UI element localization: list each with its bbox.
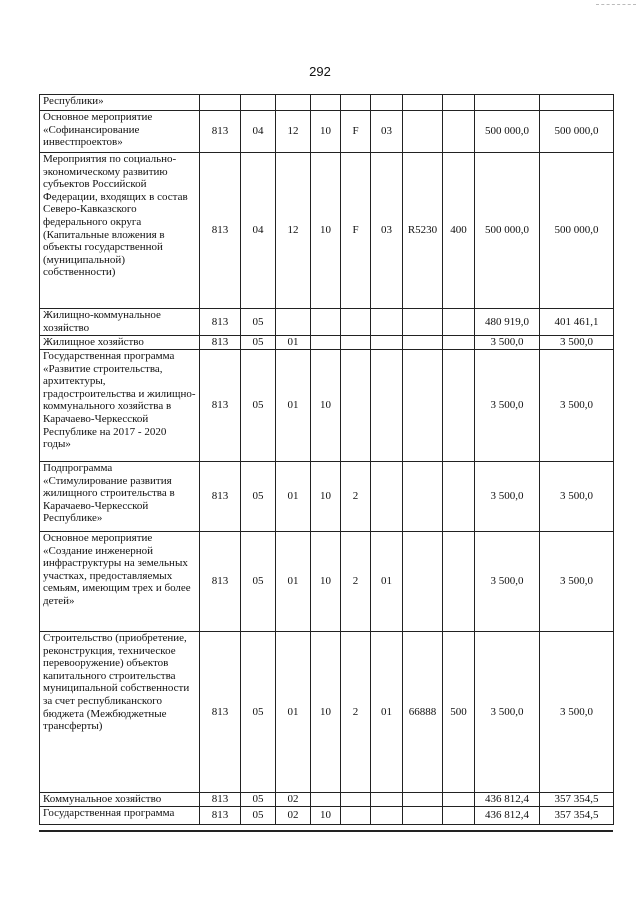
code-cell: 3 500,0 [540, 336, 614, 350]
code-cell [341, 95, 371, 111]
code-cell [311, 309, 341, 336]
row-name-cell: Республики» [40, 95, 200, 111]
code-cell: 401 461,1 [540, 309, 614, 336]
row-name-cell: Государственная программа «Развитие строительства, архитектуры, градостроительства и жилищно-коммунального хозяйства в Карачаево-Черкесской Республике на 2017 - 2020 годы» [40, 350, 200, 462]
code-cell: 05 [241, 793, 276, 807]
code-cell [341, 309, 371, 336]
code-cell: 500 000,0 [475, 153, 540, 309]
page-number: 292 [309, 64, 331, 79]
code-cell: 3 500,0 [475, 350, 540, 462]
code-cell [443, 309, 475, 336]
table-row [40, 793, 614, 807]
code-cell: 10 [311, 111, 341, 153]
code-cell: 2 [341, 632, 371, 793]
code-cell [403, 793, 443, 807]
code-cell: 3 500,0 [540, 462, 614, 532]
code-cell: 500 [443, 632, 475, 793]
row-name-cell: Строительство (приобретение, реконструкция, техническое перевооружение) объектов капитального строительства муниципальной собственности за счет республиканского бюджета (Межбюджетные трансферты) [40, 632, 200, 793]
table-row [40, 807, 614, 825]
table-row [40, 350, 614, 462]
code-cell: R5230 [403, 153, 443, 309]
code-cell [443, 793, 475, 807]
row-name-cell: Жилищное хозяйство [40, 336, 200, 350]
code-cell [443, 462, 475, 532]
code-cell [371, 793, 403, 807]
code-cell: 813 [200, 111, 241, 153]
code-cell [341, 793, 371, 807]
code-cell: 01 [371, 632, 403, 793]
code-cell: 10 [311, 532, 341, 632]
code-cell: 813 [200, 309, 241, 336]
code-cell [403, 336, 443, 350]
code-cell: 02 [276, 807, 311, 825]
table-row [40, 462, 614, 532]
code-cell [443, 532, 475, 632]
code-cell: 3 500,0 [475, 462, 540, 532]
code-cell: 02 [276, 793, 311, 807]
code-cell [371, 309, 403, 336]
row-name-cell: Подпрограмма «Стимулирование развития жилищного строительства в Карачаево-Черкесской Республике» [40, 462, 200, 532]
code-cell: 3 500,0 [475, 532, 540, 632]
table-row [40, 632, 614, 793]
code-cell [475, 95, 540, 111]
code-cell: 500 000,0 [540, 153, 614, 309]
code-cell: 436 812,4 [475, 793, 540, 807]
code-cell: 813 [200, 632, 241, 793]
code-cell [276, 309, 311, 336]
code-cell: 436 812,4 [475, 807, 540, 825]
table-rule [39, 830, 613, 832]
code-cell [443, 807, 475, 825]
code-cell: 03 [371, 111, 403, 153]
code-cell [403, 95, 443, 111]
scan-artifact [596, 4, 636, 6]
code-cell: 500 000,0 [475, 111, 540, 153]
code-cell [443, 111, 475, 153]
code-cell [371, 462, 403, 532]
code-cell [403, 309, 443, 336]
code-cell: 2 [341, 532, 371, 632]
code-cell: 04 [241, 153, 276, 309]
code-cell: 480 919,0 [475, 309, 540, 336]
code-cell: 05 [241, 632, 276, 793]
code-cell [371, 95, 403, 111]
code-cell [540, 95, 614, 111]
code-cell: 500 000,0 [540, 111, 614, 153]
code-cell: 813 [200, 807, 241, 825]
code-cell [311, 336, 341, 350]
row-name-cell: Государственная программа [40, 807, 200, 825]
code-cell: 05 [241, 807, 276, 825]
code-cell [276, 95, 311, 111]
code-cell: 10 [311, 462, 341, 532]
code-cell: 10 [311, 153, 341, 309]
code-cell: 3 500,0 [540, 632, 614, 793]
row-name-cell: Основное мероприятие «Создание инженерной инфраструктуры на земельных участках, предоставляемых семьям, имеющим трех и более детей» [40, 532, 200, 632]
code-cell: F [341, 153, 371, 309]
code-cell: 05 [241, 532, 276, 632]
code-cell: 05 [241, 350, 276, 462]
code-cell: 813 [200, 153, 241, 309]
code-cell [403, 532, 443, 632]
budget-table [39, 94, 614, 825]
code-cell: 813 [200, 336, 241, 350]
code-cell: 813 [200, 350, 241, 462]
code-cell [443, 95, 475, 111]
row-name-cell: Жилищно-коммунальное хозяйство [40, 309, 200, 336]
code-cell: F [341, 111, 371, 153]
code-cell: 01 [276, 350, 311, 462]
code-cell [341, 336, 371, 350]
code-cell [311, 793, 341, 807]
code-cell [403, 807, 443, 825]
code-cell: 05 [241, 336, 276, 350]
code-cell: 10 [311, 350, 341, 462]
table-row [40, 111, 614, 153]
code-cell: 3 500,0 [540, 350, 614, 462]
code-cell [341, 350, 371, 462]
code-cell: 813 [200, 462, 241, 532]
code-cell [371, 807, 403, 825]
code-cell: 05 [241, 309, 276, 336]
row-name-cell: Мероприятия по социально-экономическому развитию субъектов Российской Федерации, входящих в состав Северо-Кавказского федерального округа (Капитальные вложения в объекты государственной (муниципальной) собственности) [40, 153, 200, 309]
code-cell [443, 350, 475, 462]
code-cell [241, 95, 276, 111]
code-cell: 357 354,5 [540, 807, 614, 825]
code-cell: 01 [276, 336, 311, 350]
code-cell: 12 [276, 111, 311, 153]
code-cell: 400 [443, 153, 475, 309]
code-cell: 04 [241, 111, 276, 153]
table-row [40, 309, 614, 336]
code-cell [403, 111, 443, 153]
table-row [40, 532, 614, 632]
code-cell: 01 [276, 532, 311, 632]
code-cell: 66888 [403, 632, 443, 793]
code-cell [371, 350, 403, 462]
code-cell: 05 [241, 462, 276, 532]
code-cell: 01 [276, 462, 311, 532]
code-cell: 01 [276, 632, 311, 793]
code-cell: 813 [200, 793, 241, 807]
table-row [40, 336, 614, 350]
code-cell [200, 95, 241, 111]
code-cell [311, 95, 341, 111]
code-cell [403, 350, 443, 462]
code-cell: 12 [276, 153, 311, 309]
code-cell [443, 336, 475, 350]
row-name-cell: Основное мероприятие «Софинансирование инвестпроектов» [40, 111, 200, 153]
code-cell: 01 [371, 532, 403, 632]
table-row [40, 153, 614, 309]
code-cell [403, 462, 443, 532]
code-cell: 10 [311, 632, 341, 793]
code-cell: 10 [311, 807, 341, 825]
code-cell [341, 807, 371, 825]
code-cell: 03 [371, 153, 403, 309]
row-name-cell: Коммунальное хозяйство [40, 793, 200, 807]
code-cell: 2 [341, 462, 371, 532]
code-cell: 357 354,5 [540, 793, 614, 807]
code-cell: 813 [200, 532, 241, 632]
code-cell: 3 500,0 [540, 532, 614, 632]
code-cell: 3 500,0 [475, 336, 540, 350]
code-cell [371, 336, 403, 350]
code-cell: 3 500,0 [475, 632, 540, 793]
table-row [40, 95, 614, 111]
